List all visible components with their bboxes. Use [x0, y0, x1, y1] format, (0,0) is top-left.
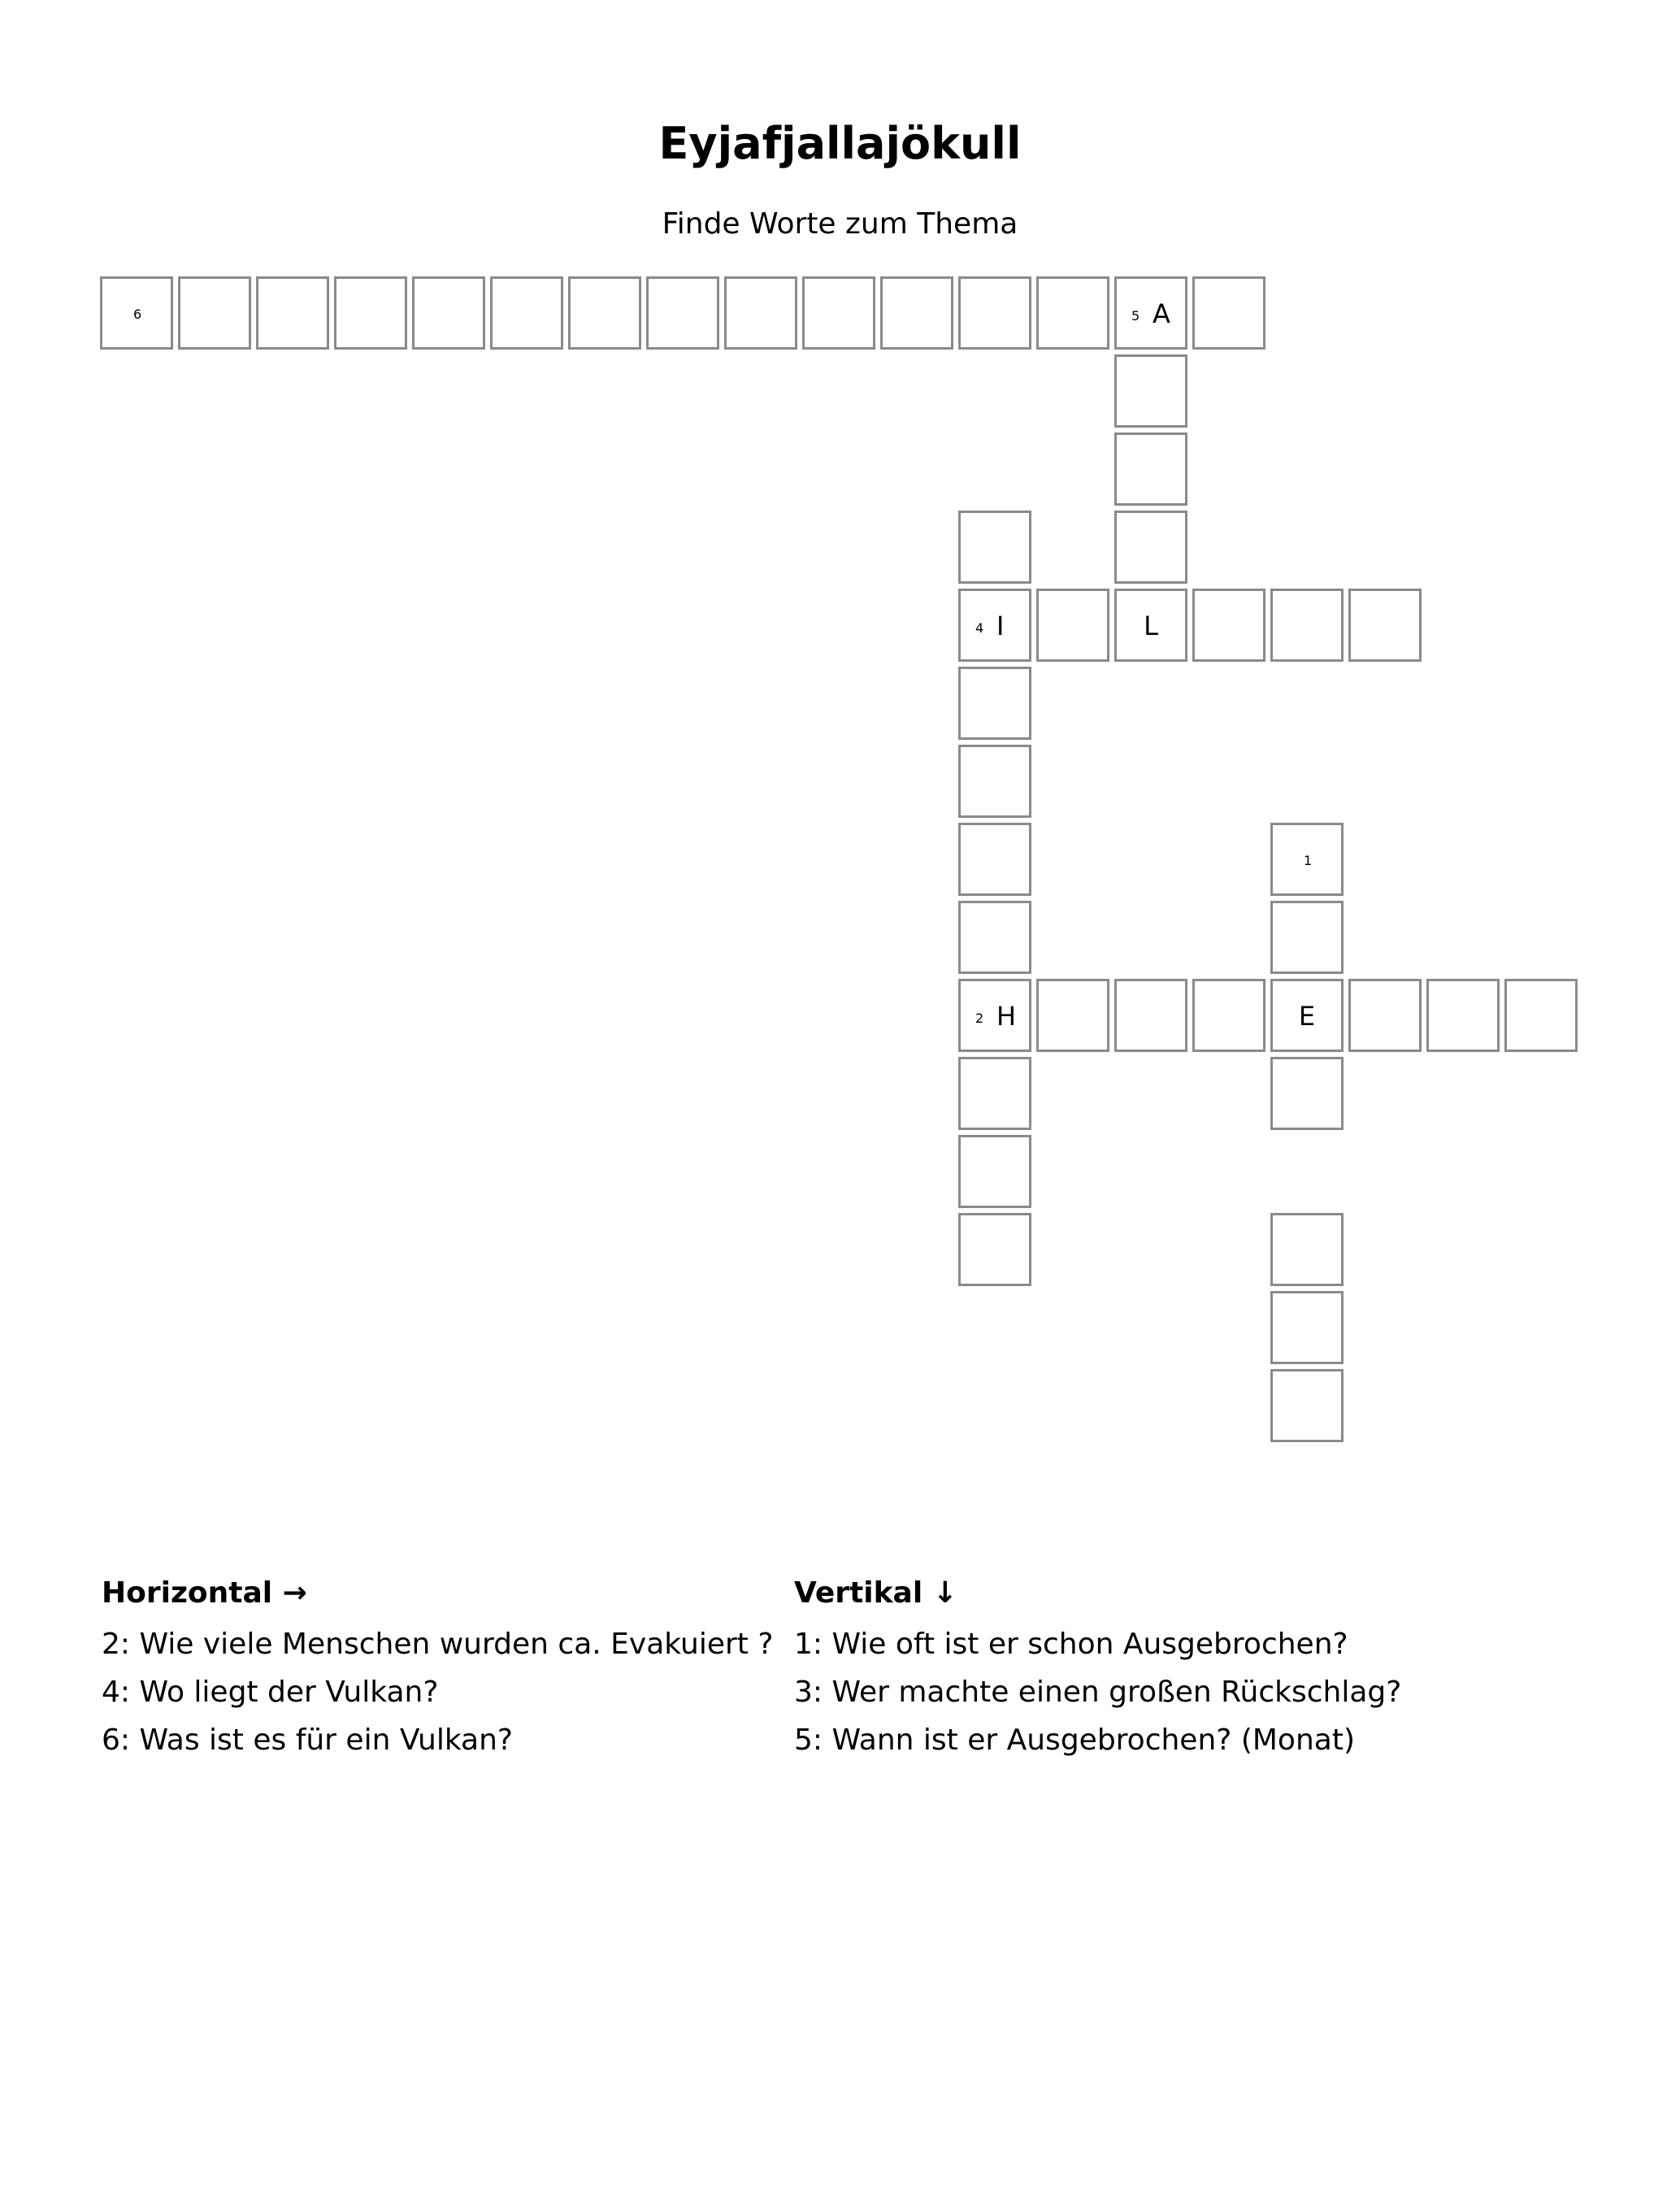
- crossword-cell[interactable]: [1270, 589, 1344, 662]
- cell-letter: A: [1153, 298, 1170, 329]
- crossword-cell[interactable]: [1270, 1057, 1344, 1130]
- crossword-cell[interactable]: [568, 276, 641, 350]
- crossword-cell[interactable]: [178, 276, 251, 350]
- horizontal-clues: [102, 1573, 773, 1764]
- cell-letter: H: [996, 1001, 1017, 1032]
- crossword-cell[interactable]: [1192, 276, 1265, 350]
- clue-number: 6: [133, 306, 142, 322]
- crossword-cell[interactable]: [1348, 979, 1422, 1052]
- crossword-cell[interactable]: [958, 901, 1031, 974]
- crossword-cell[interactable]: [1114, 354, 1187, 428]
- crossword-cell[interactable]: [334, 276, 407, 350]
- crossword-cell[interactable]: [1192, 979, 1265, 1052]
- crossword-cell[interactable]: [1270, 1213, 1344, 1286]
- clue-number: 4: [975, 620, 984, 636]
- crossword-cell[interactable]: [958, 1213, 1031, 1286]
- clue-item: 3: Wer machte einen großen Rückschlag?: [794, 1676, 1402, 1709]
- crossword-cell[interactable]: [1426, 979, 1500, 1052]
- clue-item: 4: Wo liegt der Vulkan?: [102, 1676, 439, 1709]
- cell-letter: I: [996, 611, 1005, 641]
- vertical-clues: [794, 1573, 1401, 1764]
- crossword-cell[interactable]: [958, 745, 1031, 818]
- crossword-cell[interactable]: [1114, 511, 1187, 584]
- clue-item: 5: Wann ist er Ausgebrochen? (Monat): [794, 1723, 1355, 1757]
- crossword-cell[interactable]: [1348, 589, 1422, 662]
- crossword-cell[interactable]: [412, 276, 485, 350]
- clue-number: 1: [1304, 853, 1313, 868]
- crossword-cell[interactable]: [1036, 276, 1109, 350]
- crossword-cell[interactable]: [646, 276, 719, 350]
- crossword-cell[interactable]: [1114, 432, 1187, 506]
- crossword-cell[interactable]: [1504, 979, 1578, 1052]
- crossword-cell[interactable]: [490, 276, 563, 350]
- cell-letter: L: [1144, 611, 1158, 641]
- crossword-cell[interactable]: [1270, 1291, 1344, 1364]
- crossword-cell[interactable]: [1270, 979, 1344, 1052]
- crossword-cell[interactable]: [1114, 589, 1187, 662]
- clue-number: 5: [1131, 308, 1140, 324]
- crossword-cell[interactable]: [1114, 979, 1187, 1052]
- clue-item: 6: Was ist es für ein Vulkan?: [102, 1723, 514, 1757]
- vertical-heading: Vertikal ↓: [794, 1576, 957, 1610]
- page-title: Eyjafjallajökull: [658, 118, 1022, 169]
- crossword-cell[interactable]: [1036, 979, 1109, 1052]
- crossword-cell[interactable]: [1270, 1369, 1344, 1442]
- crossword-cell[interactable]: [802, 276, 875, 350]
- clue-item: 2: Wie viele Menschen wurden ca. Evakuiert ?: [102, 1628, 774, 1661]
- crossword-cell[interactable]: [1192, 589, 1265, 662]
- cell-letter: E: [1298, 1001, 1316, 1032]
- crossword-cell[interactable]: [958, 823, 1031, 896]
- crossword-cell[interactable]: [958, 589, 1031, 662]
- page-subtitle: Finde Worte zum Thema: [662, 207, 1018, 241]
- crossword-cell[interactable]: [958, 511, 1031, 584]
- crossword-cell[interactable]: [958, 276, 1031, 350]
- crossword-cell[interactable]: [958, 979, 1031, 1052]
- crossword-cell[interactable]: [958, 1135, 1031, 1208]
- crossword-cell[interactable]: [256, 276, 329, 350]
- crossword-cell[interactable]: [1114, 276, 1187, 350]
- crossword-cell[interactable]: [1270, 901, 1344, 974]
- crossword-cell[interactable]: [958, 667, 1031, 740]
- clue-number: 2: [975, 1011, 984, 1026]
- crossword-cell[interactable]: [958, 1057, 1031, 1130]
- crossword-cell[interactable]: [1036, 589, 1109, 662]
- clue-item: 1: Wie oft ist er schon Ausgebrochen?: [794, 1628, 1348, 1661]
- crossword-cell[interactable]: [100, 276, 173, 350]
- horizontal-heading: Horizontal →: [102, 1576, 307, 1610]
- crossword-cell[interactable]: [880, 276, 953, 350]
- crossword-cell[interactable]: [1270, 823, 1344, 896]
- crossword-cell[interactable]: [724, 276, 797, 350]
